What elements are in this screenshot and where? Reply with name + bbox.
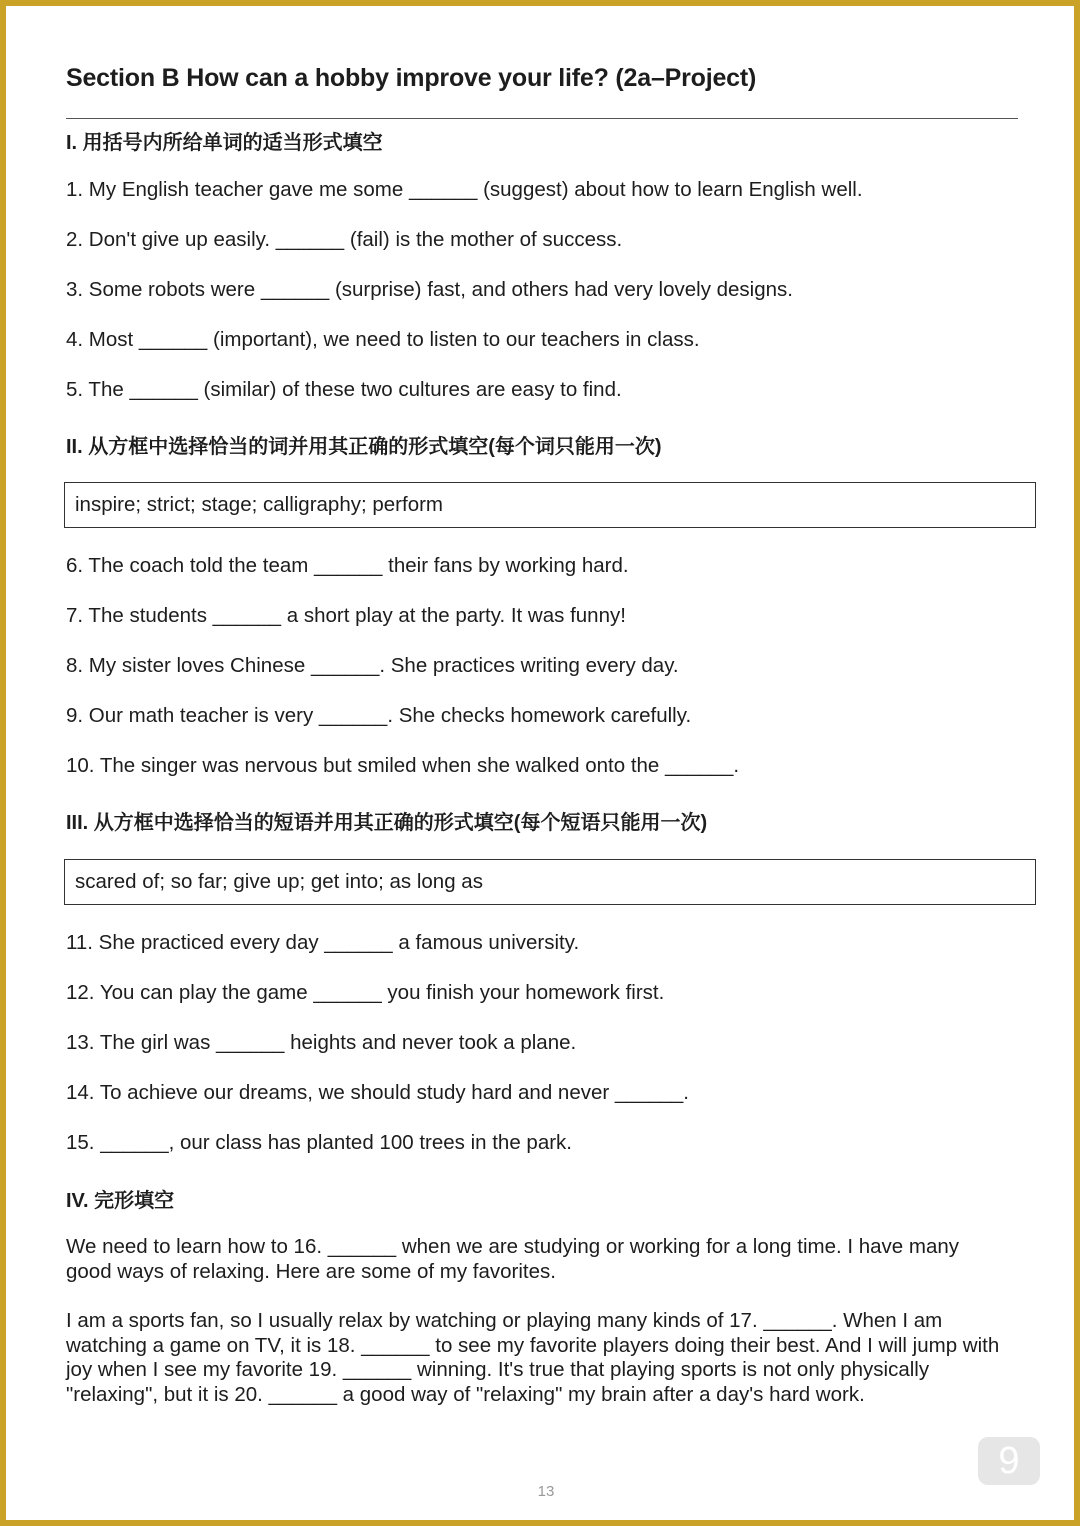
section-1-heading: I. 用括号内所给单词的适当形式填空 (66, 132, 383, 154)
question-13: 13. The girl was ______ heights and never took a plane. (66, 1031, 577, 1054)
cloze-paragraph-2-text: I am a sports fan, so I usually relax by watching or playing many kinds of 17. ______. When I am watching a game on TV, it is 18. ______ to see my favorite players doing their best. And I will jump with joy when I see my favorite 19. ______ winning. It's true that playing sports is not only physically "relaxing", but it is 20. ______ a good way of "relaxing" my brain after a day's hard work. (66, 1309, 1000, 1406)
question-6: 6. The coach told the team ______ their fans by working hard. (66, 554, 629, 577)
question-10: 10. The singer was nervous but smiled when she walked onto the ______. (66, 754, 740, 777)
question-4: 4. Most ______ (important), we need to listen to our teachers in class. (66, 328, 700, 351)
cloze-paragraph-1-text: We need to learn how to 16. ______ when we are studying or working for a long time. I have many good ways of relaxing. Here are some of my favorites. (66, 1235, 960, 1283)
question-1: 1. My English teacher gave me some ______ (suggest) about how to learn English well. (66, 178, 863, 201)
page-number: 13 (537, 1483, 555, 1500)
section-3-heading: III. 从方框中选择恰当的短语并用其正确的形式填空(每个短语只能用一次) (66, 812, 708, 834)
question-7: 7. The students ______ a short play at the party. It was funny! (66, 604, 626, 627)
question-15: 15. ______, our class has planted 100 trees in the park. (66, 1131, 573, 1154)
question-11: 11. She practiced every day ______ a famous university. (66, 931, 580, 954)
phrase-box: scared of; so far; give up; get into; as long as (64, 859, 1036, 905)
section-4-heading: IV. 完形填空 (66, 1190, 175, 1212)
question-5: 5. The ______ (similar) of these two cultures are easy to find. (66, 378, 622, 401)
cloze-paragraph-2 (66, 1309, 1006, 1407)
question-9: 9. Our math teacher is very ______. She checks homework carefully. (66, 704, 692, 727)
page-badge: 9 (978, 1437, 1040, 1485)
cloze-paragraph-1 (66, 1235, 1006, 1284)
word-box: inspire; strict; stage; calligraphy; perform (64, 482, 1036, 528)
question-12: 12. You can play the game ______ you finish your homework first. (66, 981, 665, 1004)
page-title: Section B How can a hobby improve your life? (2a–Project) (66, 64, 757, 92)
title-divider (66, 118, 1018, 119)
section-2-heading: II. 从方框中选择恰当的词并用其正确的形式填空(每个词只能用一次) (66, 436, 662, 458)
question-2: 2. Don't give up easily. ______ (fail) is the mother of success. (66, 228, 623, 251)
question-3: 3. Some robots were ______ (surprise) fast, and others had very lovely designs. (66, 278, 793, 301)
question-8: 8. My sister loves Chinese ______. She practices writing every day. (66, 654, 679, 677)
question-14: 14. To achieve our dreams, we should study hard and never ______. (66, 1081, 689, 1104)
